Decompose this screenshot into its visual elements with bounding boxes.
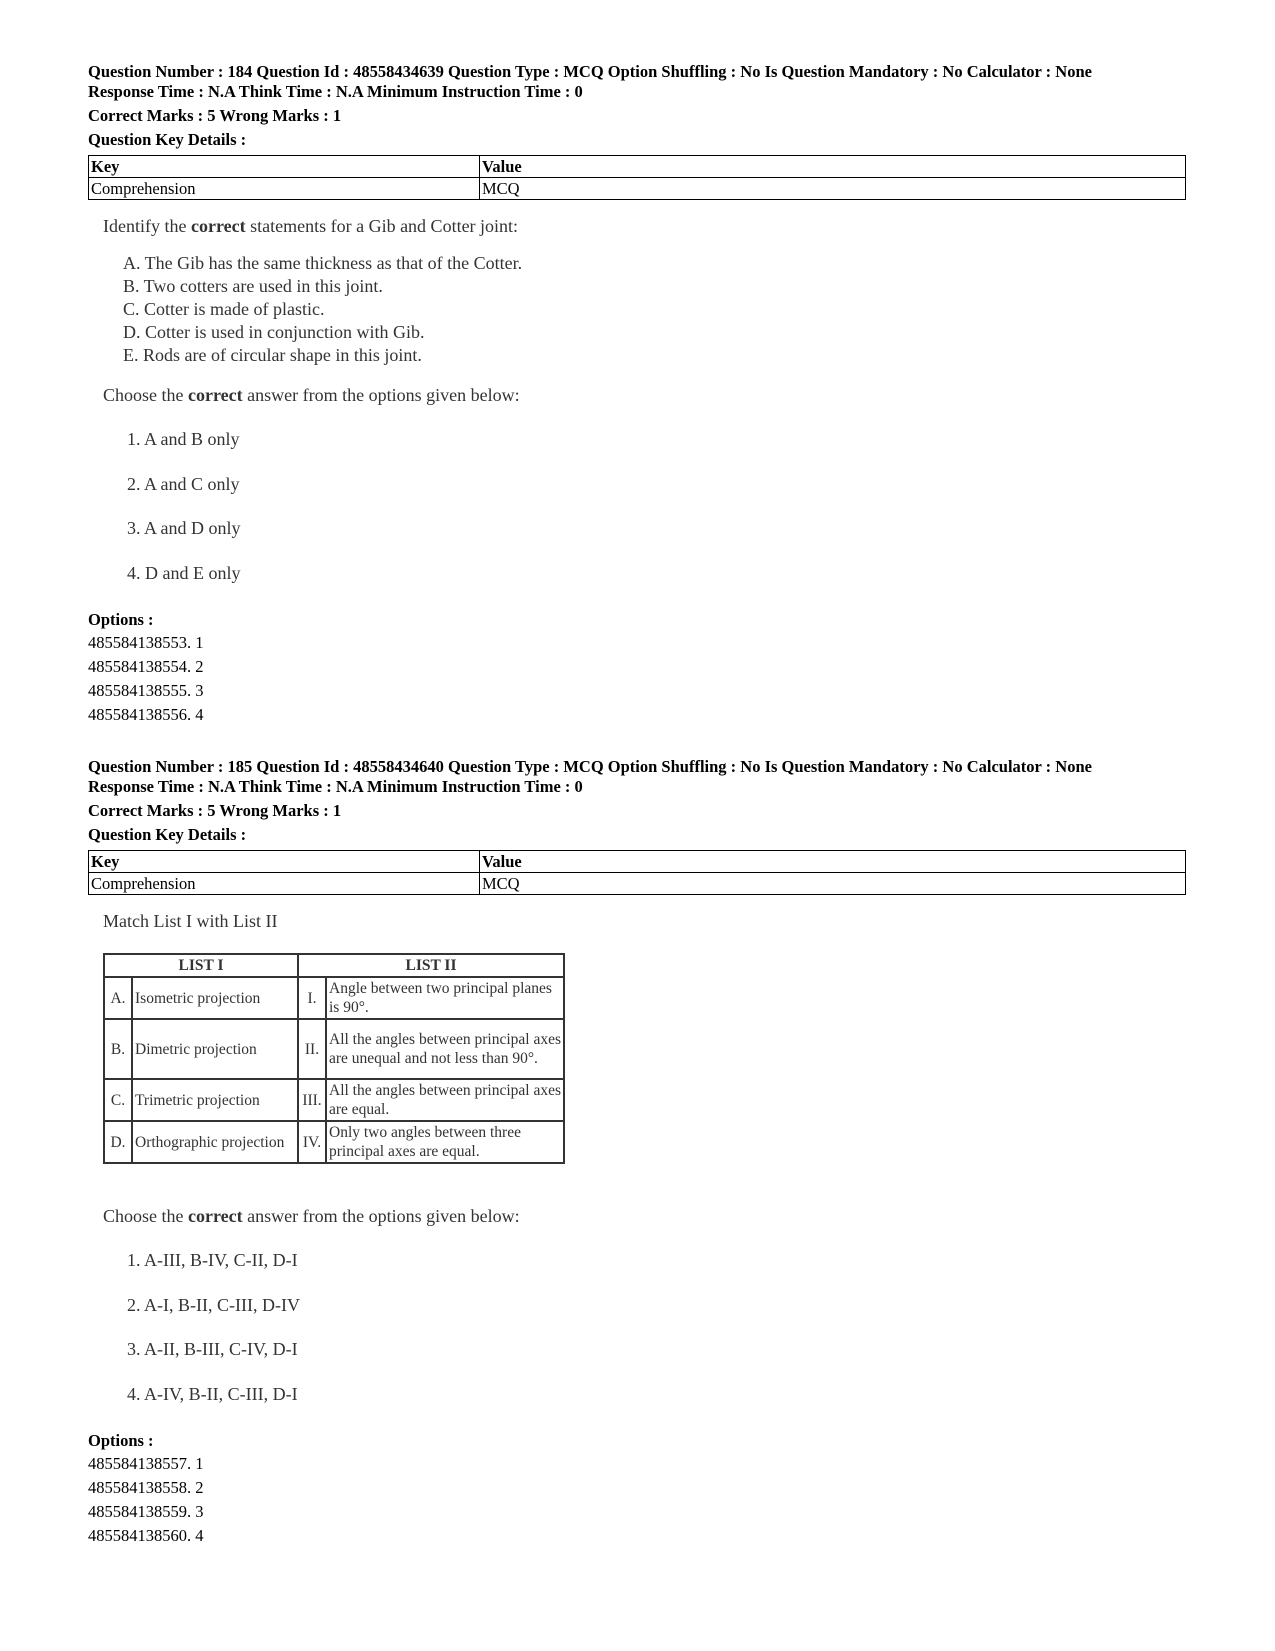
option-id: 485584138556. 4 — [88, 705, 204, 724]
list2-numeral: IV. — [298, 1121, 326, 1163]
value-cell: MCQ — [480, 178, 1186, 200]
choose-text: Choose the — [103, 1206, 188, 1226]
stem-text: Identify the — [103, 216, 191, 236]
table-row — [89, 851, 1186, 873]
list1-item: Isometric projection — [132, 977, 298, 1019]
table-row — [104, 954, 564, 977]
table-row — [104, 1121, 564, 1163]
value-cell: MCQ — [480, 873, 1186, 895]
key-details-label: Question Key Details : — [88, 130, 247, 149]
answer-choice: 4. A-IV, B-II, C-III, D-I — [127, 1383, 298, 1404]
table-row — [89, 156, 1186, 178]
option-id: 485584138555. 3 — [88, 681, 204, 700]
answer-choice: 2. A-I, B-II, C-III, D-IV — [127, 1294, 300, 1315]
key-details-table — [88, 850, 1186, 895]
options-label: Options : — [88, 1431, 154, 1450]
question-stem: Match List I with List II — [103, 911, 278, 931]
answer-choice: 3. A-II, B-III, C-IV, D-I — [127, 1339, 298, 1359]
question-body — [103, 909, 1185, 1416]
list2-item: Only two angles between three principal axes are equal. — [326, 1121, 564, 1163]
list-header: LIST I — [104, 954, 298, 977]
table-row — [104, 977, 564, 1019]
question-marks: Correct Marks : 5 Wrong Marks : 1 — [88, 801, 342, 820]
statement: E. Rods are of circular shape in this joint. — [123, 345, 422, 365]
list2-item: All the angles between principal axes are equal. — [326, 1079, 564, 1121]
list2-numeral: II. — [298, 1019, 326, 1079]
question-marks: Correct Marks : 5 Wrong Marks : 1 — [88, 106, 342, 125]
question-stem — [103, 214, 1185, 238]
stem-emphasis: correct — [190, 216, 246, 236]
choose-text: Choose the — [103, 385, 188, 405]
statement: B. Two cotters are used in this joint. — [123, 276, 383, 296]
question-185 — [88, 757, 1185, 1548]
table-row — [104, 1079, 564, 1121]
match-list-table — [103, 953, 565, 1164]
question-timing: Response Time : N.A Think Time : N.A Minimum Instruction Time : 0 — [88, 82, 583, 101]
option-id: 485584138553. 1 — [88, 633, 204, 652]
list1-letter: C. — [104, 1079, 132, 1121]
table-row — [89, 873, 1186, 895]
option-id: 485584138560. 4 — [88, 1526, 204, 1545]
answer-choice: 3. A and D only — [127, 518, 241, 538]
key-details-label: Question Key Details : — [88, 825, 247, 844]
key-header: Key — [89, 851, 480, 873]
answer-list — [127, 417, 1185, 595]
key-details-table — [88, 155, 1186, 200]
choose-emphasis: correct — [188, 385, 243, 405]
list1-letter: A. — [104, 977, 132, 1019]
option-id: 485584138559. 3 — [88, 1502, 204, 1521]
choose-emphasis: correct — [188, 1206, 243, 1226]
choose-instruction — [103, 1204, 1185, 1228]
question-meta: Question Number : 184 Question Id : 48558434639 Question Type : MCQ Option Shuffling : No Is Question Mandatory : No Calculator : None — [88, 62, 1092, 81]
table-row — [104, 1019, 564, 1079]
list1-item: Trimetric projection — [132, 1079, 298, 1121]
option-id: 485584138554. 2 — [88, 657, 204, 676]
option-id: 485584138557. 1 — [88, 1454, 204, 1473]
statement: D. Cotter is used in conjunction with Gib. — [123, 322, 425, 342]
value-header: Value — [480, 851, 1186, 873]
statement: A. The Gib has the same thickness as that of the Cotter. — [123, 253, 523, 273]
list2-item: All the angles between principal axes are unequal and not less than 90°. — [326, 1019, 564, 1079]
statement: C. Cotter is made of plastic. — [123, 299, 325, 319]
question-timing: Response Time : N.A Think Time : N.A Minimum Instruction Time : 0 — [88, 777, 583, 796]
value-header: Value — [480, 156, 1186, 178]
list1-item: Dimetric projection — [132, 1019, 298, 1079]
statement-list — [123, 252, 1185, 367]
question-184 — [88, 62, 1185, 727]
choose-text: answer from the options given below: — [242, 385, 520, 405]
answer-choice: 1. A and B only — [127, 429, 240, 449]
table-row — [89, 178, 1186, 200]
list-header: LIST II — [298, 954, 564, 977]
answer-choice: 2. A and C only — [127, 473, 240, 494]
list1-letter: D. — [104, 1121, 132, 1163]
question-meta: Question Number : 185 Question Id : 48558434640 Question Type : MCQ Option Shuffling : No Is Question Mandatory : No Calculator : None — [88, 757, 1092, 776]
key-header: Key — [89, 156, 480, 178]
list1-letter: B. — [104, 1019, 132, 1079]
choose-text: answer from the options given below: — [242, 1206, 520, 1226]
list1-item: Orthographic projection — [132, 1121, 298, 1163]
options-label: Options : — [88, 610, 154, 629]
answer-list — [127, 1238, 1185, 1416]
answer-choice: 4. D and E only — [127, 562, 241, 583]
answer-choice: 1. A-III, B-IV, C-II, D-I — [127, 1250, 298, 1270]
question-body — [103, 214, 1185, 595]
choose-instruction — [103, 383, 1185, 407]
list2-item: Angle between two principal planes is 90°. — [326, 977, 564, 1019]
option-id: 485584138558. 2 — [88, 1478, 204, 1497]
list2-numeral: III. — [298, 1079, 326, 1121]
key-cell: Comprehension — [89, 178, 480, 200]
key-cell: Comprehension — [89, 873, 480, 895]
stem-text: statements for a Gib and Cotter joint: — [245, 216, 519, 236]
list2-numeral: I. — [298, 977, 326, 1019]
